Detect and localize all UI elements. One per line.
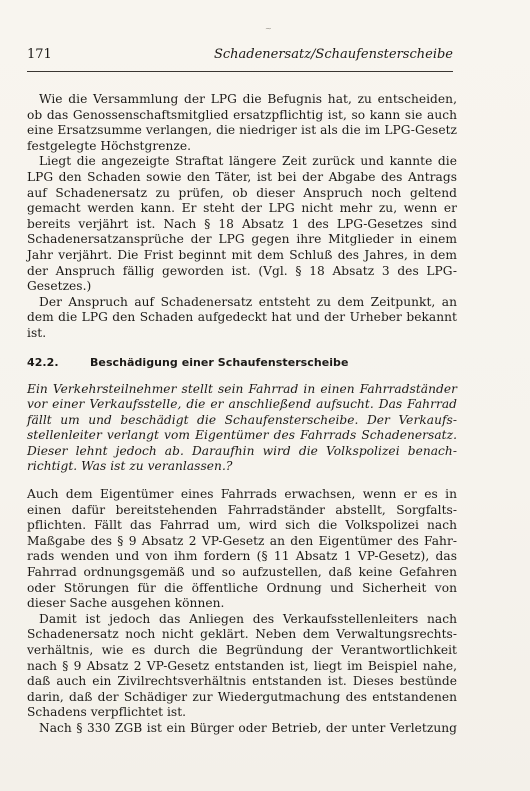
text-line: Schadens verpflichtet ist. bbox=[27, 705, 187, 720]
paragraph bbox=[27, 295, 457, 342]
text-line: dem die LPG den Schaden aufgedeckt hat und der Urheber bekannt bbox=[27, 310, 457, 325]
text-line: festgelegte Höchstgrenze. bbox=[27, 138, 192, 153]
paragraph bbox=[27, 721, 457, 737]
paragraph bbox=[27, 487, 457, 612]
section-title: Beschädigung einer Schaufensterscheibe bbox=[90, 355, 349, 369]
scan-artifact-mark: ~ bbox=[265, 24, 272, 33]
text-line: rads wenden und von ihm fordern (§ 11 Absatz 1 VP-Gesetz), das bbox=[27, 549, 457, 564]
text-line: fällt um und beschädigt die Schaufensterscheibe. Der Verkaufs- bbox=[27, 412, 457, 427]
section-number: 42.2. bbox=[27, 355, 59, 369]
text-line: stellenleiter verlangt vom Eigentümer des Fahrrads Schadenersatz. bbox=[27, 428, 457, 443]
text-line: vor einer Verkaufsstelle, die er anschließend aufsucht. Das Fahrrad bbox=[27, 397, 457, 412]
text-line: oder Störungen für die öffentliche Ordnung und Sicherheit von bbox=[27, 580, 457, 595]
text-line: einen dafür bereitstehenden Fahrradständer abstellt, Sorgfalts- bbox=[27, 502, 457, 517]
text-line: richtigt. Was ist zu veranlassen.? bbox=[27, 459, 233, 474]
page-number: 171 bbox=[27, 47, 52, 62]
text-line: Schadenersatz noch nicht geklärt. Neben dem Verwaltungsrechts- bbox=[27, 627, 457, 642]
text-line: Auch dem Eigentümer eines Fahrrads erwachsen, wenn er es in bbox=[27, 487, 457, 502]
text-line: Fahrrad ordnungsgemäß und so aufzustellen, daß keine Gefahren bbox=[27, 565, 457, 580]
text-line: ob das Genossenschaftsmitglied ersatzpflichtig ist, so kann sie auch bbox=[27, 107, 457, 122]
text-line: Wie die Versammlung der LPG die Befugnis hat, zu entscheiden, bbox=[39, 92, 457, 106]
text-line: auf Schadenersatz zu prüfen, ob dieser Anspruch noch geltend bbox=[27, 185, 457, 200]
text-line: pflichten. Fällt das Fahrrad um, wird sich die Volkspolizei nach bbox=[27, 518, 457, 533]
case-description bbox=[27, 382, 457, 476]
paragraph bbox=[27, 92, 457, 154]
paragraph bbox=[27, 154, 457, 294]
text-line: Nach § 330 ZGB ist ein Bürger oder Betrieb, der unter Verletzung bbox=[39, 720, 457, 735]
text-line: Dieser lehnt jedoch ab. Daraufhin wird die Volkspolizei benach- bbox=[27, 443, 457, 458]
running-title: Schadenersatz/Schaufensterscheibe bbox=[213, 47, 453, 62]
text-line: gemacht werden kann. Er steht der LPG nicht mehr zu, wenn er bbox=[27, 201, 457, 216]
text-line: darin, daß der Schädiger zur Wiedergutmachung des entstandenen bbox=[27, 689, 457, 704]
text-line: Liegt die angezeigte Straftat längere Zeit zurück und kannte die bbox=[39, 154, 457, 169]
page-body bbox=[27, 92, 457, 737]
text-line: Maßgabe des § 9 Absatz 2 VP-Gesetz an den Eigentümer des Fahr- bbox=[27, 533, 457, 548]
text-line: ist. bbox=[27, 325, 47, 340]
text-line: der Anspruch fällig geworden ist. (Vgl. § 18 Absatz 3 des LPG- bbox=[27, 263, 457, 278]
spacer bbox=[27, 342, 457, 354]
text-line: daß auch ein Zivilrechtsverhältnis entstanden ist. Dieses bestünde bbox=[27, 674, 457, 689]
text-line: verhältnis, wie es durch die Begründung der Verantwortlichkeit bbox=[27, 643, 457, 657]
text-line: Damit ist jedoch das Anliegen des Verkaufsstellenleiters nach bbox=[39, 611, 457, 626]
spacer bbox=[27, 372, 457, 382]
text-line: Schadenersatzansprüche der LPG gegen ihre Mitglieder in einem bbox=[27, 232, 457, 247]
text-line: bereits verjährt ist. Nach § 18 Absatz 1 des LPG-Gesetzes sind bbox=[27, 216, 457, 231]
paragraph bbox=[27, 612, 457, 721]
running-header bbox=[27, 46, 453, 64]
text-line: eine Ersatzsumme verlangen, die niedriger ist als die im LPG-Gesetz bbox=[27, 123, 457, 138]
text-line: nach § 9 Absatz 2 VP-Gesetz entstanden ist, liegt im Beispiel nahe, bbox=[27, 658, 457, 673]
text-line: LPG den Schaden sowie den Täter, ist bei der Abgabe des Antrags bbox=[27, 169, 457, 184]
text-line: Der Anspruch auf Schadenersatz entsteht zu dem Zeitpunkt, an bbox=[39, 294, 457, 309]
text-line: Ein Verkehrsteilnehmer stellt sein Fahrrad in einen Fahrradständer bbox=[27, 381, 457, 396]
text-line: dieser Sache ausgehen können. bbox=[27, 596, 225, 611]
section-heading bbox=[27, 354, 457, 372]
text-line: Gesetzes.) bbox=[27, 279, 92, 294]
text-line: Jahr verjährt. Die Frist beginnt mit dem Schluß des Jahres, in dem bbox=[27, 247, 457, 262]
header-rule bbox=[27, 71, 453, 72]
spacer bbox=[27, 475, 457, 487]
